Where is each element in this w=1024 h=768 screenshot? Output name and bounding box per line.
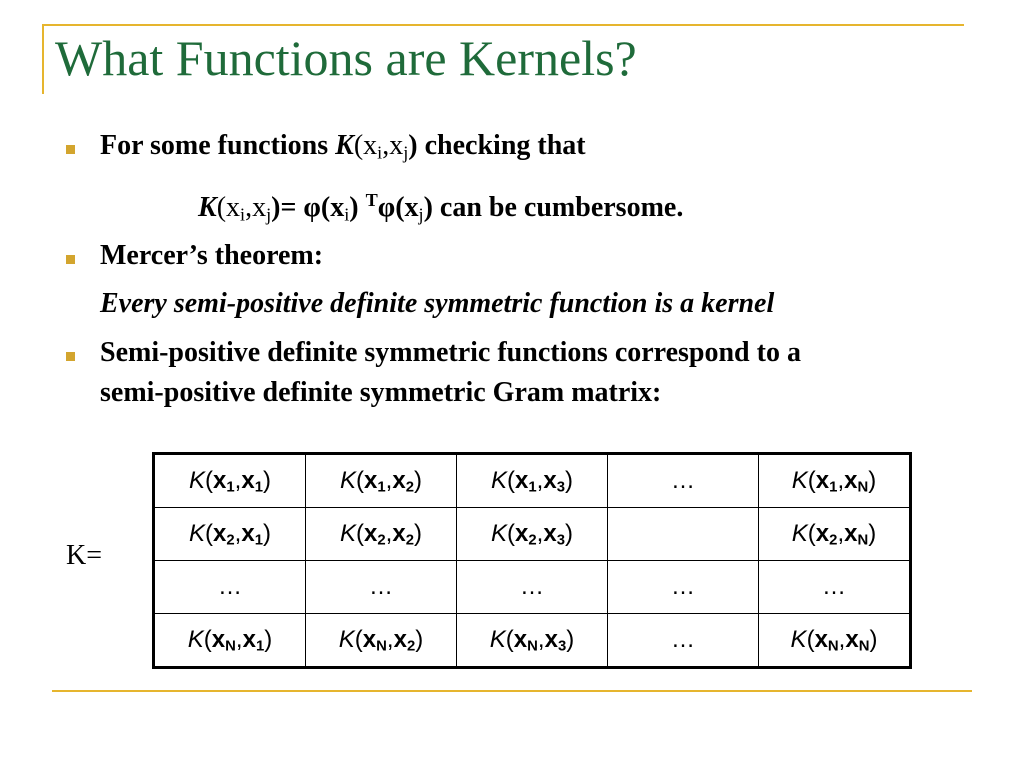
cell-index-b: 1 xyxy=(255,638,265,655)
bullet-1-paren: (x xyxy=(353,130,378,161)
cell-vector-a xyxy=(514,626,538,653)
matrix-cell xyxy=(608,561,759,614)
cell-vector-a xyxy=(515,467,537,494)
cell-paren-close: ) xyxy=(564,466,573,494)
cell-paren-close: ) xyxy=(413,519,422,547)
cell-text: … xyxy=(671,626,695,653)
cell-x: x xyxy=(392,519,406,547)
matrix-label: K= xyxy=(66,540,103,571)
eq-part: (x xyxy=(216,192,241,223)
cell-paren-open: ( xyxy=(507,466,516,494)
table-row xyxy=(154,454,911,508)
cell-vector-b xyxy=(392,520,414,547)
cell-kernel-symbol: K xyxy=(491,466,508,494)
cell-vector-a xyxy=(815,626,839,653)
cell-vector-b xyxy=(844,520,868,547)
cell-index-b: 3 xyxy=(556,532,565,549)
cell-comma: , xyxy=(385,519,393,547)
cell-vector-a xyxy=(816,467,838,494)
cell-x: x xyxy=(844,519,858,547)
cell-index-a: 2 xyxy=(377,532,386,549)
bullet-marker xyxy=(66,352,75,361)
matrix-cell xyxy=(759,614,911,668)
cell-text: … xyxy=(520,573,544,600)
cell-index-b: 3 xyxy=(557,638,567,655)
eq-part: ) can be cumbersome. xyxy=(423,192,684,223)
eq-sub: j xyxy=(418,204,424,225)
bullet-marker xyxy=(66,255,75,264)
bullet-1-prefix: For some functions xyxy=(100,130,336,161)
cell-comma: , xyxy=(536,519,544,547)
cell-x: x xyxy=(544,625,558,653)
cell-x: x xyxy=(543,466,557,494)
cell-comma: , xyxy=(837,519,845,547)
cell-vector-b xyxy=(243,626,265,653)
cell-vector-a xyxy=(212,626,236,653)
cell-kernel-symbol: K xyxy=(791,466,808,494)
cell-x: x xyxy=(241,519,255,547)
cell-paren-open: ( xyxy=(507,519,516,547)
cell-x: x xyxy=(515,466,529,494)
cell-kernel-symbol: K xyxy=(791,519,808,547)
matrix-cell xyxy=(759,561,911,614)
cell-paren-close: ) xyxy=(262,466,271,494)
slide-title: What Functions are Kernels? xyxy=(55,30,637,86)
cell-x: x xyxy=(242,625,256,653)
cell-index-b: N xyxy=(857,479,869,496)
cell-index-b: 1 xyxy=(254,479,263,496)
cell-paren-open: ( xyxy=(203,625,212,653)
cell-comma: , xyxy=(235,625,243,653)
cell-index-a: 2 xyxy=(528,532,537,549)
cell-kernel-symbol: K xyxy=(338,625,355,653)
matrix-cell xyxy=(759,508,911,561)
matrix-cell xyxy=(457,454,608,508)
cell-paren-open: ( xyxy=(205,466,214,494)
cell-x: x xyxy=(364,519,378,547)
cell-paren-open: ( xyxy=(354,625,363,653)
table-row xyxy=(154,614,911,668)
cell-vector-a xyxy=(213,467,235,494)
matrix-cell xyxy=(154,454,306,508)
title-bracket-top xyxy=(42,24,964,26)
cell-kernel-symbol: K xyxy=(189,466,206,494)
cell-index-a: 2 xyxy=(226,532,235,549)
eq-sub: i xyxy=(344,204,350,225)
cell-paren-open: ( xyxy=(205,519,214,547)
cell-vector-b xyxy=(241,467,263,494)
cell-x: x xyxy=(213,519,227,547)
eq-sub: j xyxy=(266,204,272,225)
mercer-statement-text: Every semi-positive definite symmetric function is a kernel xyxy=(100,288,775,319)
cell-x: x xyxy=(211,625,226,653)
cell-comma: , xyxy=(234,519,242,547)
cell-kernel-symbol: K xyxy=(189,519,206,547)
cell-index-b: N xyxy=(858,638,870,655)
matrix-cell xyxy=(306,561,457,614)
cell-comma: , xyxy=(838,625,846,653)
matrix-cell xyxy=(306,454,457,508)
cell-kernel-symbol: K xyxy=(340,519,357,547)
mercer-statement xyxy=(100,288,774,320)
cell-vector-a xyxy=(363,626,387,653)
cell-x: x xyxy=(814,625,828,653)
cell-paren-close: ) xyxy=(566,625,575,653)
cell-x: x xyxy=(364,466,378,494)
cell-x: x xyxy=(393,625,407,653)
cell-x: x xyxy=(815,466,830,494)
cell-index-a: 1 xyxy=(528,479,537,496)
eq-sub: i xyxy=(240,204,246,225)
eq-part: ,x xyxy=(245,192,267,223)
cell-comma: , xyxy=(537,625,545,653)
cell-paren-close: ) xyxy=(868,466,877,494)
cell-comma: , xyxy=(837,466,845,494)
cell-kernel-symbol: K xyxy=(340,466,357,494)
cell-index-a: N xyxy=(376,638,387,655)
matrix-cell xyxy=(457,561,608,614)
cell-paren-close: ) xyxy=(415,625,424,653)
eq-part: φ(x xyxy=(377,192,419,223)
cell-comma: , xyxy=(386,625,394,653)
cell-paren-close: ) xyxy=(413,466,422,494)
cell-vector-b xyxy=(392,467,414,494)
cell-index-a: N xyxy=(225,638,236,655)
cell-index-a: 2 xyxy=(829,532,838,549)
matrix-cell xyxy=(306,614,457,668)
cell-index-a: N xyxy=(827,638,839,655)
cell-x: x xyxy=(845,625,859,653)
cell-vector-b xyxy=(543,520,565,547)
bullet-1-suffix: ) checking that xyxy=(408,130,586,161)
matrix-cell xyxy=(457,508,608,561)
cell-x: x xyxy=(515,519,529,547)
cell-comma: , xyxy=(536,466,544,494)
cell-x: x xyxy=(213,466,227,494)
cell-vector-a xyxy=(364,467,386,494)
matrix-cell xyxy=(608,454,759,508)
cell-paren-open: ( xyxy=(505,625,514,653)
cell-paren-close: ) xyxy=(262,519,271,547)
footer-rule xyxy=(52,690,972,692)
cell-x: x xyxy=(543,519,557,547)
cell-vector-b xyxy=(394,626,416,653)
cell-index-b: 2 xyxy=(406,638,416,655)
cell-x: x xyxy=(513,625,528,653)
cell-paren-open: ( xyxy=(807,519,816,547)
cell-paren-open: ( xyxy=(807,466,816,494)
cell-vector-b xyxy=(845,626,869,653)
cell-index-b: 1 xyxy=(254,532,263,549)
cell-x: x xyxy=(844,466,858,494)
bullet-marker xyxy=(66,145,75,154)
cell-index-b: 2 xyxy=(405,532,414,549)
cell-paren-open: ( xyxy=(356,466,365,494)
cell-paren-close: ) xyxy=(868,519,877,547)
bullet-1-comma: ,x xyxy=(382,130,404,161)
cell-comma: , xyxy=(385,466,393,494)
bullet-1-k: K xyxy=(335,130,354,161)
cell-index-a: 1 xyxy=(829,479,838,496)
bullet-3-line-1: Semi-positive definite symmetric functions correspond to a xyxy=(100,337,801,368)
cell-paren-close: ) xyxy=(564,519,573,547)
bullet-2-text: Mercer’s theorem: xyxy=(100,240,324,271)
matrix-cell xyxy=(154,561,306,614)
cell-x: x xyxy=(241,466,255,494)
cell-vector-a xyxy=(816,520,838,547)
cell-index-b: 3 xyxy=(556,479,565,496)
kernel-equation xyxy=(198,190,683,225)
cell-kernel-symbol: K xyxy=(790,625,807,653)
cell-text: … xyxy=(671,467,695,494)
cell-comma: , xyxy=(234,466,242,494)
gram-matrix-table xyxy=(152,452,912,669)
cell-paren-close: ) xyxy=(264,625,273,653)
matrix-cell xyxy=(608,508,759,561)
matrix-cell xyxy=(608,614,759,668)
cell-vector-b xyxy=(241,520,263,547)
cell-text: … xyxy=(369,573,393,600)
matrix-cell xyxy=(759,454,911,508)
eq-part: ) xyxy=(349,192,366,223)
cell-vector-b xyxy=(543,467,565,494)
cell-text: … xyxy=(218,573,242,600)
matrix-cell xyxy=(457,614,608,668)
eq-k: K xyxy=(198,192,217,223)
cell-x: x xyxy=(815,519,830,547)
eq-transpose: T xyxy=(365,190,378,210)
cell-vector-a xyxy=(364,520,386,547)
table-row xyxy=(154,561,911,614)
cell-text: … xyxy=(822,573,846,600)
cell-vector-b xyxy=(844,467,868,494)
matrix-cell xyxy=(154,614,306,668)
matrix-cell xyxy=(306,508,457,561)
cell-x: x xyxy=(362,625,377,653)
title-bracket-left xyxy=(42,24,44,94)
cell-paren-open: ( xyxy=(806,625,815,653)
cell-vector-a xyxy=(213,520,235,547)
bullet-3-line-2: semi-positive definite symmetric Gram matrix: xyxy=(100,377,662,408)
bullet-1-text xyxy=(100,130,586,163)
matrix-cell xyxy=(154,508,306,561)
cell-index-a: 1 xyxy=(377,479,386,496)
cell-vector-b xyxy=(545,626,567,653)
cell-text: … xyxy=(671,573,695,600)
table-row xyxy=(154,508,911,561)
cell-paren-close: ) xyxy=(869,625,878,653)
cell-index-a: 1 xyxy=(226,479,235,496)
cell-kernel-symbol: K xyxy=(491,519,508,547)
cell-index-b: N xyxy=(857,532,869,549)
bullet-1-sub-i: i xyxy=(377,142,383,163)
cell-index-a: N xyxy=(527,638,538,655)
cell-vector-a xyxy=(515,520,537,547)
eq-part: )= φ(x xyxy=(271,192,345,223)
cell-x: x xyxy=(392,466,406,494)
cell-kernel-symbol: K xyxy=(489,625,506,653)
cell-paren-open: ( xyxy=(356,519,365,547)
cell-kernel-symbol: K xyxy=(187,625,204,653)
bullet-1-sub-j: j xyxy=(403,142,409,163)
cell-index-b: 2 xyxy=(405,479,414,496)
